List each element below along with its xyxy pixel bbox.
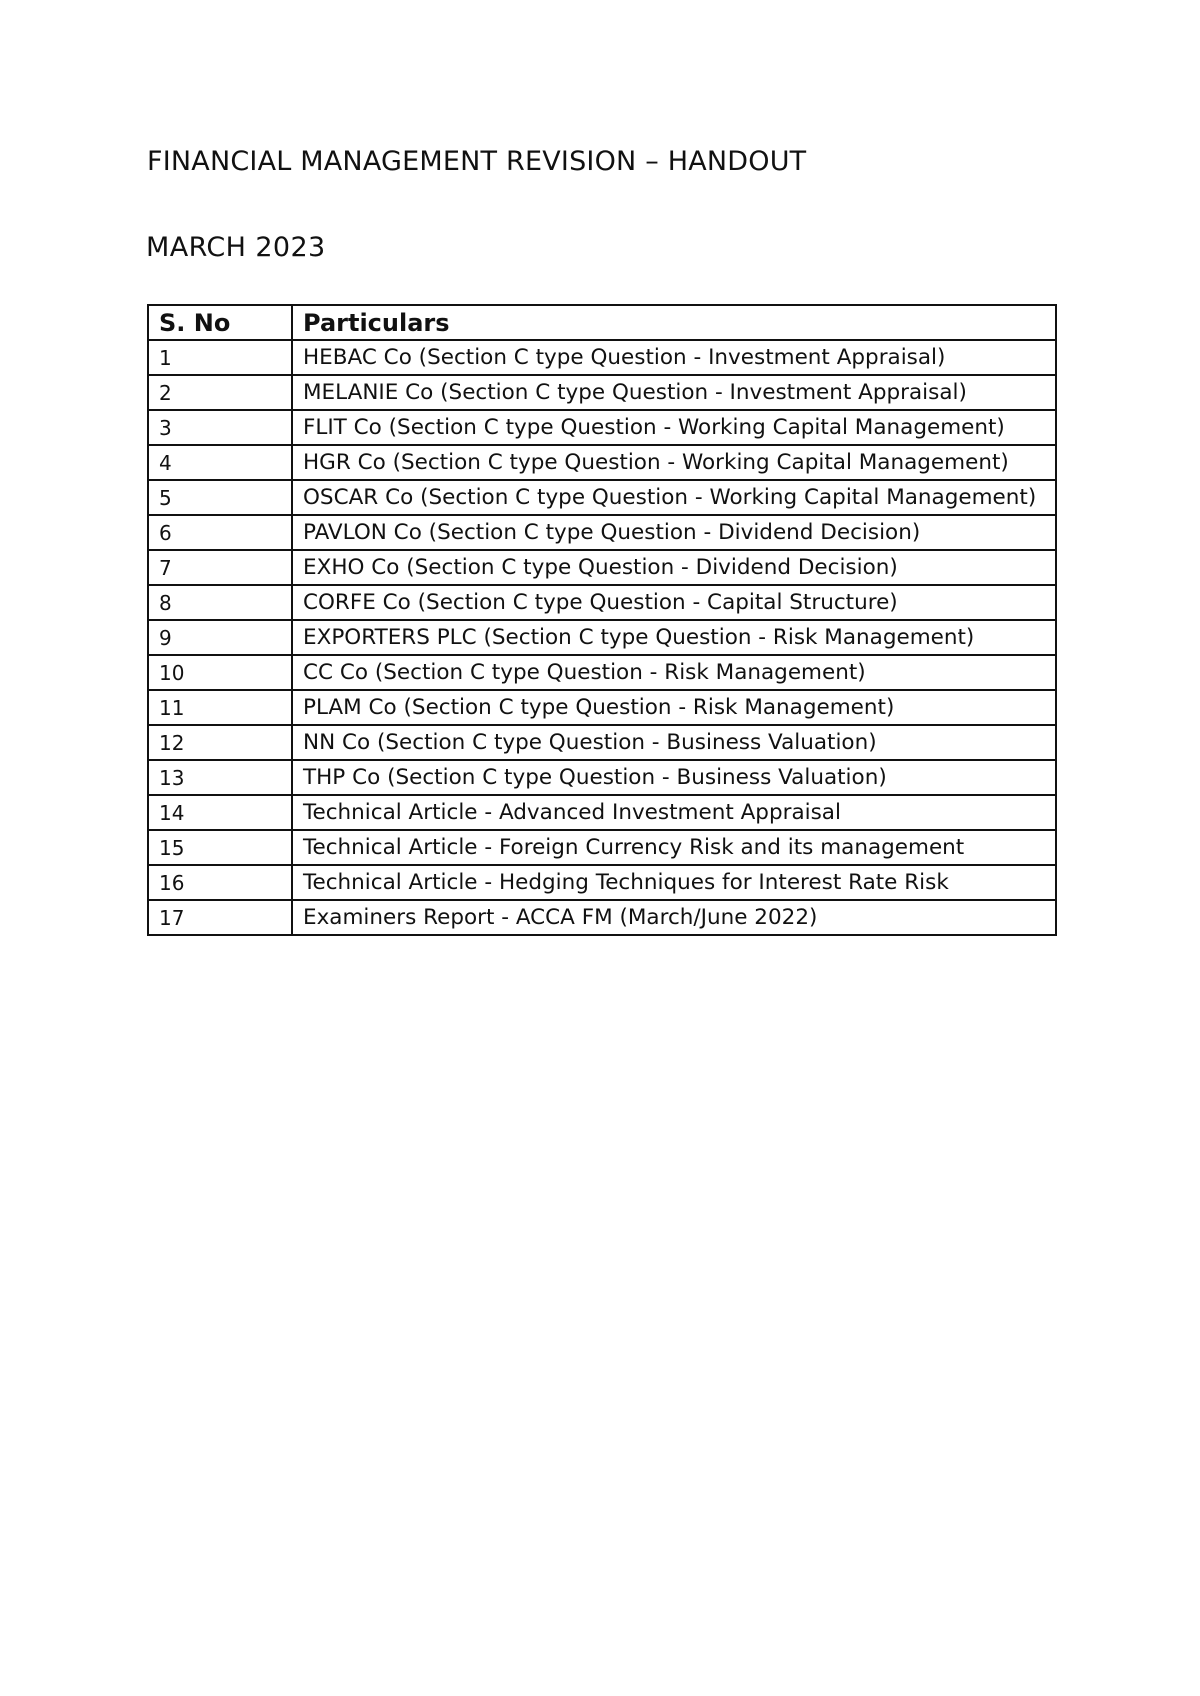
table-row <box>148 340 1056 375</box>
cell-sno: 17 <box>148 900 292 935</box>
cell-sno: 11 <box>148 690 292 725</box>
cell-particulars: MELANIE Co (Section C type Question - Investment Appraisal) <box>292 375 1056 410</box>
table-row <box>148 515 1056 550</box>
table-body <box>148 340 1056 935</box>
cell-particulars: FLIT Co (Section C type Question - Working Capital Management) <box>292 410 1056 445</box>
table-row <box>148 480 1056 515</box>
cell-particulars: PLAM Co (Section C type Question - Risk Management) <box>292 690 1056 725</box>
cell-particulars: CORFE Co (Section C type Question - Capital Structure) <box>292 585 1056 620</box>
cell-sno: 6 <box>148 515 292 550</box>
cell-sno: 5 <box>148 480 292 515</box>
cell-sno: 13 <box>148 760 292 795</box>
cell-particulars: Technical Article - Foreign Currency Risk and its management <box>292 830 1056 865</box>
document-title: FINANCIAL MANAGEMENT REVISION – HANDOUT <box>147 146 807 177</box>
cell-sno: 7 <box>148 550 292 585</box>
document-date: MARCH 2023 <box>146 232 326 263</box>
header-sno: S. No <box>148 305 292 340</box>
table-row <box>148 690 1056 725</box>
cell-sno: 9 <box>148 620 292 655</box>
table-row <box>148 375 1056 410</box>
table-row <box>148 550 1056 585</box>
table-row <box>148 620 1056 655</box>
cell-sno: 10 <box>148 655 292 690</box>
cell-sno: 16 <box>148 865 292 900</box>
table-row <box>148 900 1056 935</box>
table-row <box>148 410 1056 445</box>
table-row <box>148 865 1056 900</box>
table-header-row <box>148 305 1056 340</box>
cell-particulars: EXHO Co (Section C type Question - Dividend Decision) <box>292 550 1056 585</box>
cell-particulars: THP Co (Section C type Question - Business Valuation) <box>292 760 1056 795</box>
cell-sno: 4 <box>148 445 292 480</box>
cell-particulars: NN Co (Section C type Question - Business Valuation) <box>292 725 1056 760</box>
table-row <box>148 655 1056 690</box>
cell-particulars: HEBAC Co (Section C type Question - Investment Appraisal) <box>292 340 1056 375</box>
cell-particulars: CC Co (Section C type Question - Risk Management) <box>292 655 1056 690</box>
cell-particulars: Technical Article - Hedging Techniques for Interest Rate Risk <box>292 865 1056 900</box>
table-row <box>148 795 1056 830</box>
cell-sno: 1 <box>148 340 292 375</box>
table-row <box>148 830 1056 865</box>
cell-particulars: EXPORTERS PLC (Section C type Question - Risk Management) <box>292 620 1056 655</box>
cell-sno: 14 <box>148 795 292 830</box>
cell-particulars: Technical Article - Advanced Investment Appraisal <box>292 795 1056 830</box>
cell-particulars: OSCAR Co (Section C type Question - Working Capital Management) <box>292 480 1056 515</box>
table-row <box>148 445 1056 480</box>
handout-table <box>147 304 1057 936</box>
cell-sno: 8 <box>148 585 292 620</box>
cell-particulars: Examiners Report - ACCA FM (March/June 2022) <box>292 900 1056 935</box>
header-particulars: Particulars <box>292 305 1056 340</box>
cell-sno: 2 <box>148 375 292 410</box>
table-row <box>148 725 1056 760</box>
cell-particulars: PAVLON Co (Section C type Question - Dividend Decision) <box>292 515 1056 550</box>
cell-sno: 12 <box>148 725 292 760</box>
cell-sno: 3 <box>148 410 292 445</box>
table-row <box>148 760 1056 795</box>
cell-sno: 15 <box>148 830 292 865</box>
table-row <box>148 585 1056 620</box>
cell-particulars: HGR Co (Section C type Question - Working Capital Management) <box>292 445 1056 480</box>
